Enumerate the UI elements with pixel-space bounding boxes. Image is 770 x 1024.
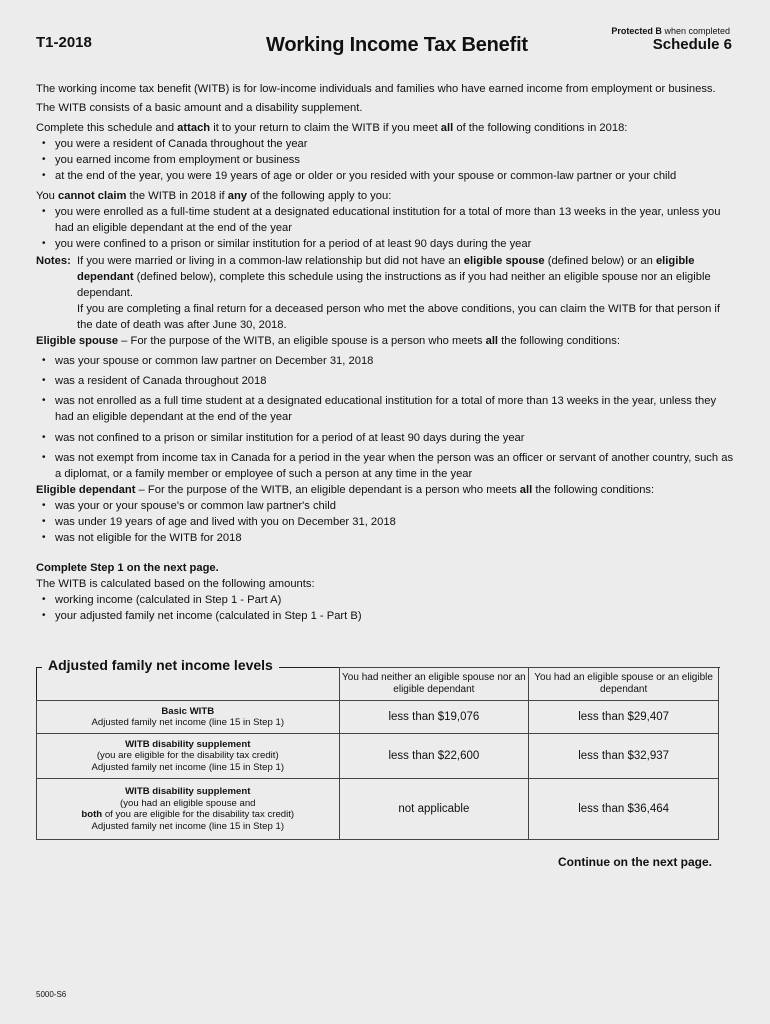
list-item: • was not enrolled as a full time student at a designated educational institution for a total of more than 13 weeks in the year, unless they had an eligible dependant at the end of the year (36, 393, 736, 425)
list-item: • was your or your spouse's or common law partner's child (36, 498, 736, 514)
intro-paragraph-1: The working income tax benefit (WITB) is for low-income individuals and families who have earned income from employment or business. (36, 83, 716, 95)
footer-code: 5000-S6 (36, 990, 67, 999)
note-2: If you are completing a final return for a deceased person who met the above conditions, you can claim the WITB for that person if the date of death was after June 30, 2018. (77, 303, 721, 331)
table-cell: less than $32,937 (529, 734, 719, 779)
protected-note: when completed (664, 26, 730, 36)
cannot-claim-intro: You cannot claim the WITB in 2018 if any of the following apply to you: (36, 190, 392, 202)
table-cell: less than $19,076 (339, 701, 529, 734)
protected-b: Protected B (611, 26, 662, 36)
list-item: • working income (calculated in Step 1 - Part A) (36, 592, 736, 608)
list-item: • was under 19 years of age and lived with you on December 31, 2018 (36, 514, 736, 530)
levels-title: Adjusted family net income levels (42, 657, 279, 673)
eligible-dependant-list (36, 498, 736, 546)
note-1: If you were married or living in a common-law relationship but did not have an eligible spouse (defined below) or an eligible dependant (defined below), complete this schedule using the instructions as if you had neither an eligible spouse nor an eligible dependant. (77, 255, 711, 299)
table-row (37, 701, 719, 734)
column-header: You had an eligible spouse or an eligible dependant (529, 668, 719, 701)
step-line: The WITB is calculated based on the following amounts: (36, 578, 315, 590)
list-item: • you earned income from employment or business (36, 152, 736, 168)
list-item: • you were a resident of Canada throughout the year (36, 136, 736, 152)
levels-table (36, 667, 719, 840)
eligible-dependant-section (36, 482, 736, 546)
list-item: • was not exempt from income tax in Canada for a period in the year when the person was an officer or servant of another country, such as a diplomat, or a family member or employee of such a person at any time in the year (36, 450, 736, 482)
column-header: You had neither an eligible spouse nor an eligible dependant (339, 668, 529, 701)
step-heading: Complete Step 1 on the next page. (36, 562, 219, 574)
eligible-dependant-intro: Eligible dependant – For the purpose of the WITB, an eligible dependant is a person who meets all the following conditions: (36, 484, 655, 496)
table-cell: less than $29,407 (529, 701, 719, 734)
intro-paragraph-3: Complete this schedule and attach it to your return to claim the WITB if you meet all of the following conditions in 2018: (36, 122, 628, 134)
list-item: • was your spouse or common law partner on December 31, 2018 (36, 353, 736, 369)
eligible-spouse-list (36, 353, 736, 482)
table-cell: less than $36,464 (529, 779, 719, 840)
row-label: Basic WITB Adjusted family net income (line 15 in Step 1) (37, 701, 340, 734)
intro-section (36, 81, 736, 184)
cannot-claim-list (36, 204, 736, 252)
continue-note: Continue on the next page. (558, 855, 713, 869)
cannot-claim-section (36, 188, 736, 252)
list-item: • you were enrolled as a full-time student at a designated educational institution for a total of more than 13 weeks in the year, unless you had an eligible dependant at the end of the year (36, 204, 736, 236)
table-cell: less than $22,600 (339, 734, 529, 779)
schedule-label: Schedule 6 (652, 36, 732, 53)
protected-label (611, 26, 730, 36)
eligible-spouse-section (36, 333, 736, 482)
page-title: Working Income Tax Benefit (266, 34, 528, 56)
list-item: • was not eligible for the WITB for 2018 (36, 530, 736, 546)
table-cell: not applicable (339, 779, 529, 840)
list-item: • was a resident of Canada throughout 2018 (36, 373, 736, 389)
eligible-spouse-intro: Eligible spouse – For the purpose of the WITB, an eligible spouse is a person who meets all the following conditions: (36, 335, 620, 347)
notes-section (36, 253, 726, 333)
step-list (36, 592, 736, 624)
step-section (36, 560, 736, 624)
list-item: • your adjusted family net income (calculated in Step 1 - Part B) (36, 608, 736, 624)
list-item: • you were confined to a prison or similar institution for a period of at least 90 days during the year (36, 236, 736, 252)
list-item: • was not confined to a prison or similar institution for a period of at least 90 days during the year (36, 430, 736, 446)
list-item: • at the end of the year, you were 19 years of age or older or you resided with your spouse or common-law partner or your child (36, 168, 736, 184)
table-row (37, 779, 719, 840)
notes-label: Notes: (36, 255, 71, 267)
table-row (37, 734, 719, 779)
row-label: WITB disability supplement (you are eligible for the disability tax credit) Adjusted family net income (line 15 in Step 1) (37, 734, 340, 779)
intro-paragraph-2: The WITB consists of a basic amount and a disability supplement. (36, 102, 363, 114)
row-label: WITB disability supplement (you had an eligible spouse and both of you are eligible for the disability tax credit) Adjusted family net income (line 15 in Step 1) (37, 779, 340, 840)
form-id: T1-2018 (36, 34, 92, 51)
conditions-list (36, 136, 736, 184)
